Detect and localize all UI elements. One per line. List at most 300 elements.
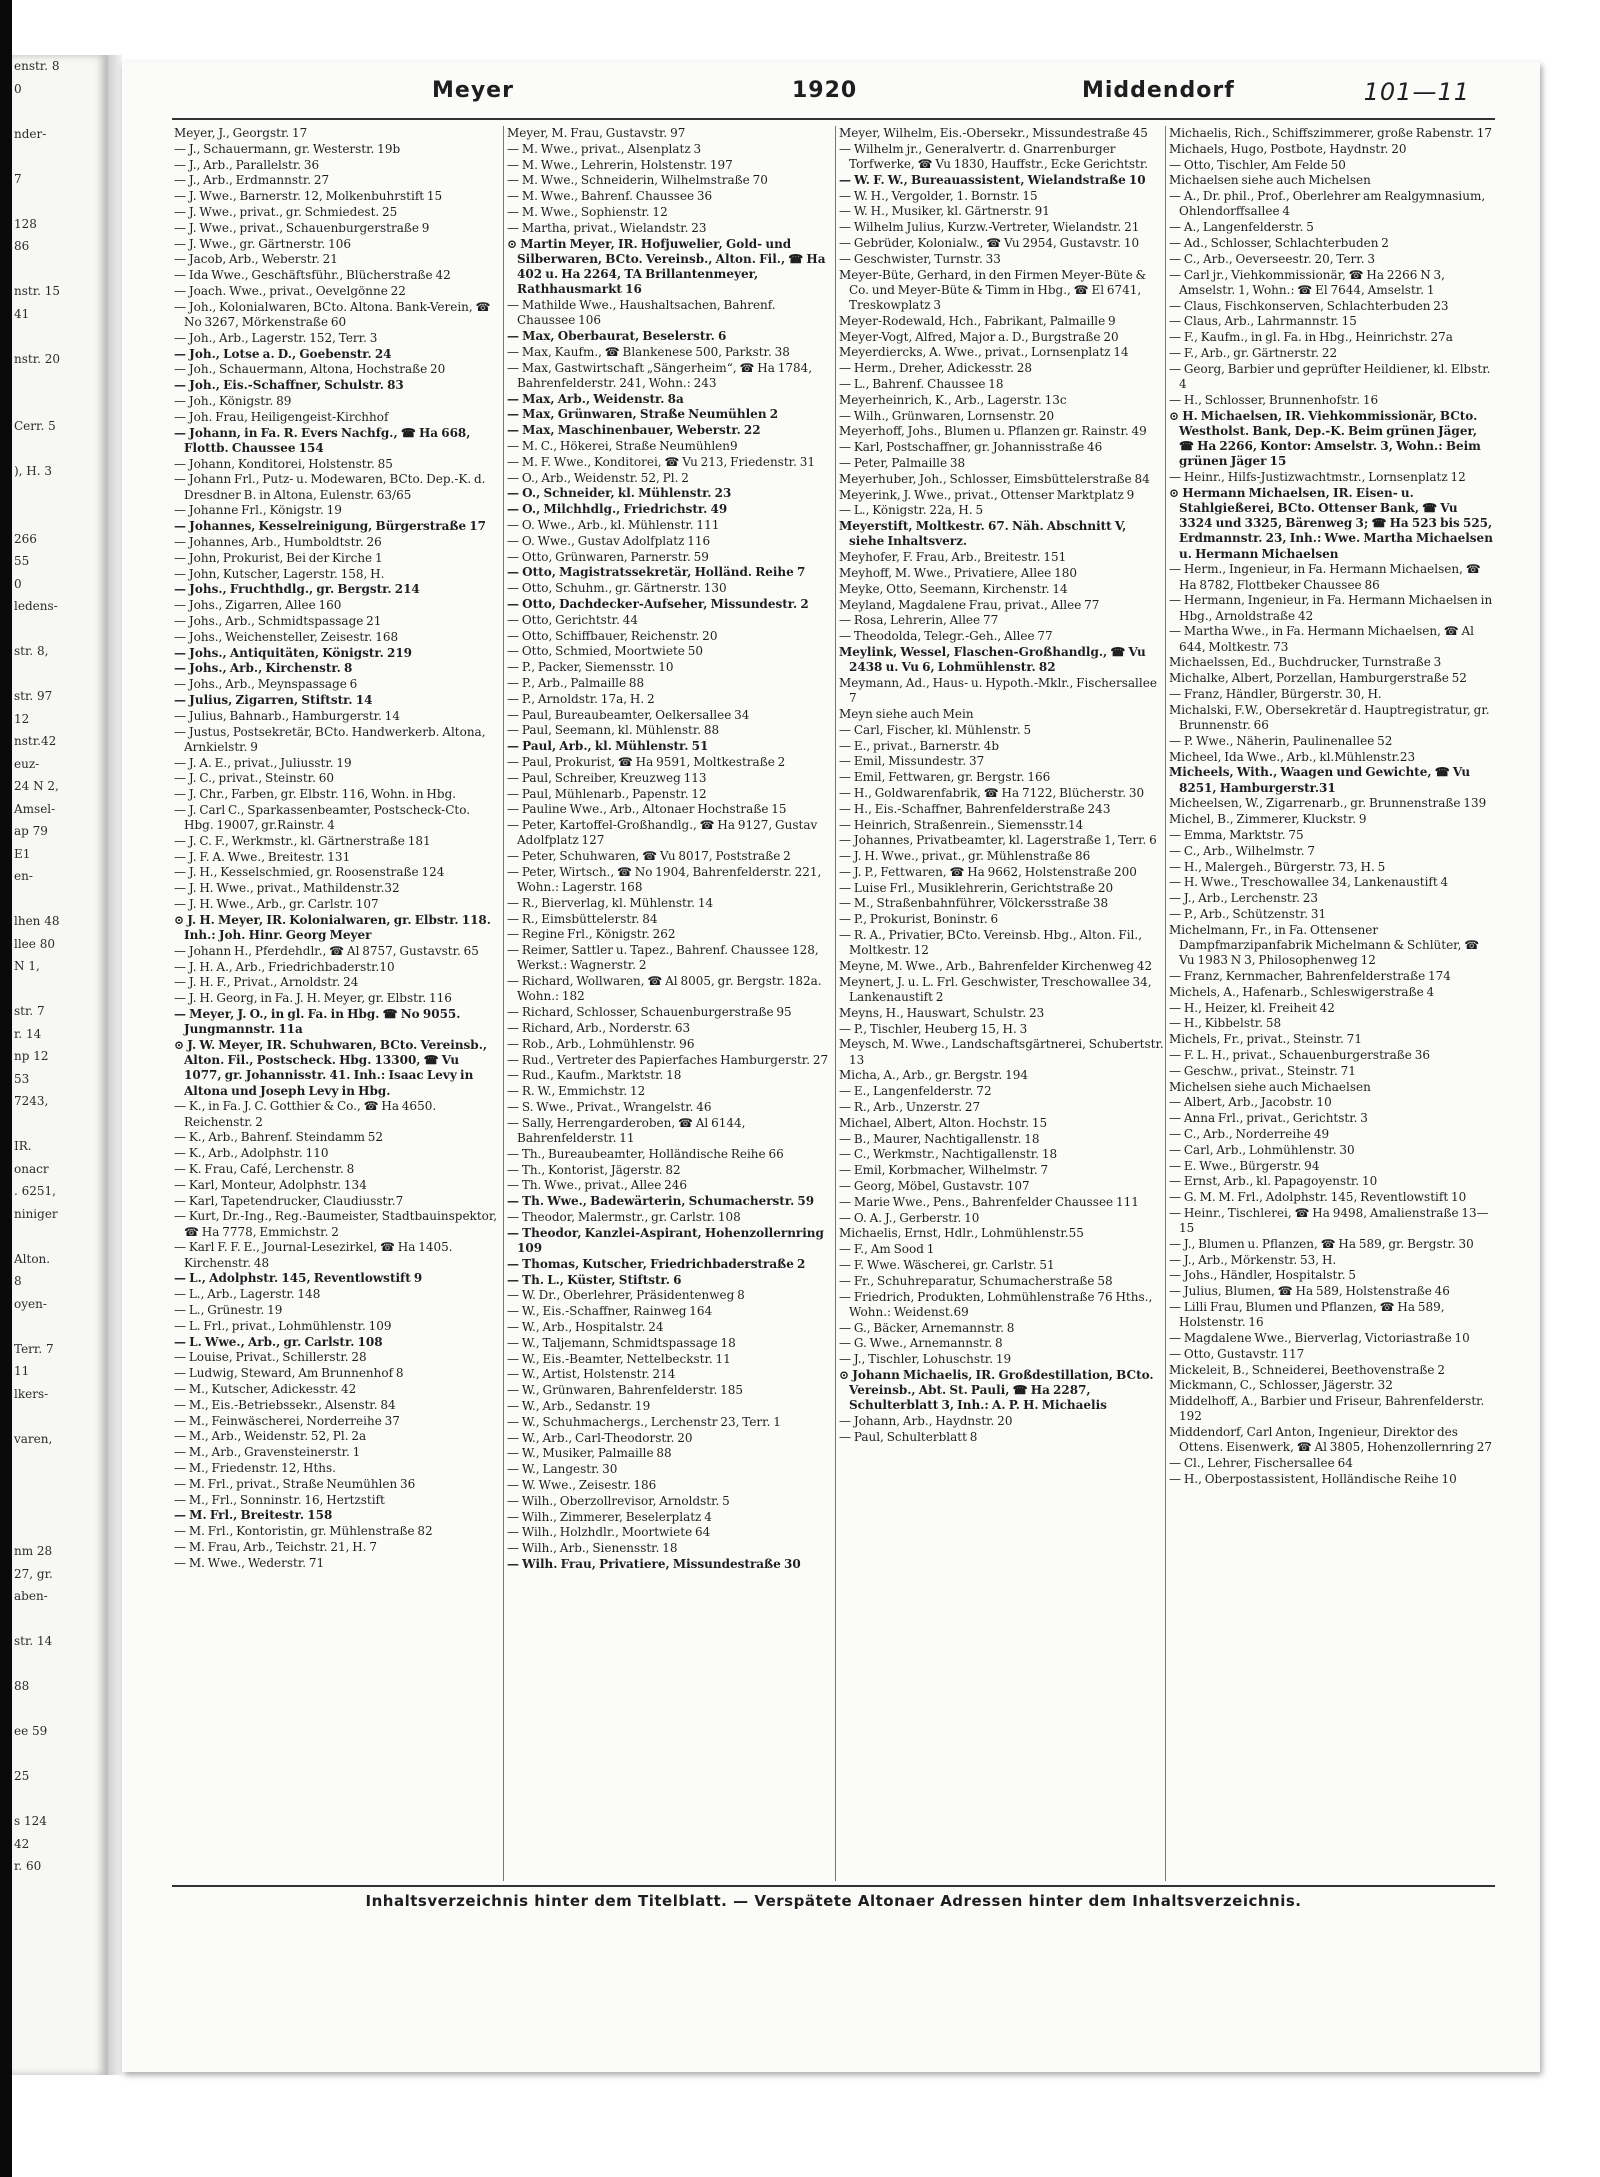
directory-entry: — Rud., Vertreter des Papierfaches Hamburgerstr. 27 <box>507 1052 829 1067</box>
directory-entry: — C., Arb., Wilhelmstr. 7 <box>1169 843 1316 858</box>
previous-page-fragment <box>12 1608 108 1631</box>
directory-entry: — M., Straßenbahnführer, Völckersstraße 38 <box>839 896 1109 911</box>
directory-entry: — Mathilde Wwe., Haushaltsachen, Bahrenf. Chaussee 106 <box>507 297 776 328</box>
footer-rule <box>172 1885 1495 1887</box>
directory-entry: — G. M. M. Frl., Adolphstr. 145, Reventlowstift 10 <box>1169 1190 1467 1205</box>
directory-entry: — Max, Oberbaurat, Beselerstr. 6 <box>507 328 727 343</box>
directory-entry: — J. A. E., privat., Juliusstr. 19 <box>174 755 352 770</box>
directory-entry: — Theodolda, Telegr.-Geh., Allee 77 <box>839 629 1053 644</box>
previous-page-fragment <box>12 1518 108 1541</box>
directory-entry: Michaelis, Ernst, Hdlr., Lohmühlenstr.55 <box>839 1226 1084 1241</box>
directory-entry: — M., Kutscher, Adickesstr. 42 <box>174 1382 357 1397</box>
directory-entry: — W. H., Musiker, kl. Gärtnerstr. 91 <box>839 204 1050 219</box>
column-4 <box>1169 126 1494 1881</box>
directory-entry: — Heinr., Hilfs-Justizwachtmstr., Lornsenplatz 12 <box>1169 469 1466 484</box>
previous-page-fragment: 12 <box>14 711 30 726</box>
directory-entry: — Albert, Arb., Jacobstr. 10 <box>1169 1095 1332 1110</box>
directory-entry: Meymann, Ad., Haus- u. Hypoth.-Mklr., Fischersallee 7 <box>839 675 1157 706</box>
directory-entry: — Cl., Lehrer, Fischersallee 64 <box>1169 1456 1353 1471</box>
running-header <box>122 78 1540 118</box>
directory-entry: — W., Langestr. 30 <box>507 1462 618 1477</box>
previous-page-fragment <box>12 1743 108 1766</box>
directory-entry: — O., Arb., Weidenstr. 52, Pl. 2 <box>507 470 689 485</box>
previous-page-fragment: str. 14 <box>14 1634 53 1648</box>
directory-entry: — Thomas, Kutscher, Friedrichbaderstraße 2 <box>507 1256 806 1271</box>
directory-entry: — Richard, Wollwaren, ☎ Al 8005, gr. Bergstr. 182a. Wohn.: 182 <box>507 974 822 1004</box>
previous-page-fragment: 24 N 2, <box>14 779 59 793</box>
directory-entry: — Peter, Kartoffel-Großhandlg., ☎ Ha 9127, Gustav Adolfplatz 127 <box>507 818 818 848</box>
previous-page-fragment <box>12 325 108 348</box>
directory-entry: — P., Arnoldstr. 17a, H. 2 <box>507 691 655 706</box>
directory-entry: — Karl, Tapetendrucker, Claudiusstr.7 <box>174 1193 404 1208</box>
directory-entry: — H., Schlosser, Brunnenhofstr. 16 <box>1169 392 1379 407</box>
directory-entry: Meyer-Büte, Gerhard, in den Firmen Meyer-Büte & Co. und Meyer-Büte & Timm in Hbg., ☎ El 6741, Treskowplatz 3 <box>839 267 1147 312</box>
directory-entry: — Julius, Bahnarb., Hamburgerstr. 14 <box>174 708 400 723</box>
directory-entry: — R., Eimsbüttelerstr. 84 <box>507 911 658 926</box>
directory-entry: Micheel, Ida Wwe., Arb., kl.Mühlenstr.23 <box>1169 749 1416 764</box>
directory-entry: Michels, Fr., privat., Steinstr. 71 <box>1169 1032 1362 1047</box>
page-content <box>122 0 1540 2177</box>
directory-entry: — M., Feinwäscherei, Norderreihe 37 <box>174 1413 400 1428</box>
previous-page-fragment: Alton. <box>14 1251 51 1266</box>
directory-entry: ⊙ J. W. Meyer, IR. Schuhwaren, BCto. Vereinsb., Alton. Fil., Postscheck. Hbg. 13300, ☎ Vu 1077, gr. Johannisstr. 41. Inh.: Isaac Levy in Altona und Joseph Levy in Hbg. <box>174 1038 488 1098</box>
directory-entry: — J., Schauermann, gr. Westerstr. 19b <box>174 141 401 156</box>
directory-entry: — Hermann, Ingenieur, in Fa. Hermann Michaelsen in Hbg., Arnoldstraße 42 <box>1169 593 1493 623</box>
directory-entry: — Carl, Arb., Lohmühlenstr. 30 <box>1169 1142 1355 1157</box>
previous-page-fragment <box>12 618 108 641</box>
header-year: 1920 <box>792 78 858 103</box>
directory-entry: — E., Langenfelderstr. 72 <box>839 1084 992 1099</box>
previous-page-fragment <box>12 663 108 686</box>
directory-entry: — J. Carl C., Sparkassenbeamter, Postscheck-Cto. Hbg. 19007, gr.Rainstr. 4 <box>174 802 471 833</box>
directory-entry: — Otto, Gustavstr. 117 <box>1169 1346 1305 1361</box>
directory-entry: — Joach. Wwe., privat., Oevelgönne 22 <box>174 283 406 298</box>
directory-entry: — J., Arb., Erdmannstr. 27 <box>174 173 330 188</box>
directory-entry: — W., Arb., Carl-Theodorstr. 20 <box>507 1430 693 1445</box>
previous-page-fragment: nstr. 20 <box>14 351 61 366</box>
directory-entry: — H., Heizer, kl. Freiheit 42 <box>1169 1000 1335 1015</box>
directory-entry: — Magdalene Wwe., Bierverlag, Victoriastraße 10 <box>1169 1331 1470 1346</box>
previous-page-fragment: str. 97 <box>14 689 53 703</box>
directory-entry: Michaels, Hugo, Postbote, Haydnstr. 20 <box>1169 141 1407 156</box>
directory-entry: — J. Wwe., gr. Gärtnerstr. 106 <box>174 236 351 251</box>
directory-entry: — Joh. Frau, Heiligengeist-Kirchhof <box>174 409 389 424</box>
directory-entry: — C., Werkmstr., Nachtigallenstr. 18 <box>839 1147 1058 1162</box>
directory-entry: — J., Tischler, Lohuschstr. 19 <box>839 1352 1012 1367</box>
directory-entry: — L., Adolphstr. 145, Reventlowstift 9 <box>174 1271 423 1286</box>
directory-entry: — Reimer, Sattler u. Tapez., Bahrenf. Chaussee 128, Werkst.: Wagnerstr. 2 <box>507 943 819 973</box>
directory-entry: — W. Dr., Oberlehrer, Präsidentenweg 8 <box>507 1288 745 1303</box>
directory-entry: — M., Friedenstr. 12, Hths. <box>174 1461 336 1476</box>
previous-page-fragment: 11 <box>14 1364 30 1378</box>
directory-entry: — Joh., Arb., Lagerstr. 152, Terr. 3 <box>174 330 378 345</box>
previous-page-fragment: IR. <box>14 1139 32 1153</box>
previous-page-fragment <box>12 978 108 1001</box>
directory-entry: Meysch, M. Wwe., Landschaftsgärtnerei, Schubertstr. 13 <box>839 1037 1164 1067</box>
directory-entry: — Ida Wwe., Geschäftsführ., Blücherstraße 42 <box>174 268 451 283</box>
directory-entry: — Carl, Fischer, kl. Mühlenstr. 5 <box>839 722 1032 737</box>
directory-entry: Mickmann, C., Schlosser, Jägerstr. 32 <box>1169 1378 1393 1393</box>
directory-entry: Micheelsen, W., Zigarrenarb., gr. Brunnenstraße 139 <box>1169 796 1487 811</box>
directory-entry: — Johs., Arb., Schmidtspassage 21 <box>174 613 382 628</box>
directory-columns <box>174 126 1494 1881</box>
previous-page-fragment: llee 80 <box>14 936 55 951</box>
directory-entry: Michaelis, Rich., Schiffszimmerer, große Rabenstr. 17 <box>1169 126 1493 140</box>
directory-entry: — M. Frl., privat., Straße Neumühlen 36 <box>174 1476 416 1491</box>
directory-entry: Meyer, J., Georgstr. 17 <box>174 126 308 140</box>
directory-entry: — Paul, Schulterblatt 8 <box>839 1430 978 1445</box>
directory-entry: ⊙ Martin Meyer, IR. Hofjuwelier, Gold- und Silberwaren, BCto. Vereinsb., Alton. Fil., ☎ Ha 402 u. Ha 2264, TA Brillantenmeyer, Rathhausmarkt 16 <box>507 236 826 297</box>
previous-page-fragment <box>12 393 108 416</box>
directory-entry: — Rob., Arb., Lohmühlenstr. 96 <box>507 1036 695 1051</box>
directory-entry: — Otto, Tischler, Am Felde 50 <box>1169 157 1346 172</box>
previous-page-fragment: 266 <box>14 531 37 546</box>
directory-entry: — P., Prokurist, Boninstr. 6 <box>839 912 999 927</box>
directory-entry: — L., Grünestr. 19 <box>174 1303 283 1318</box>
directory-entry: — Johs., Arb., Kirchenstr. 8 <box>174 661 353 676</box>
previous-page-fragment <box>12 100 108 123</box>
directory-entry: — J. H. Wwe., privat., Mathildenstr.32 <box>174 881 400 896</box>
previous-page-fragment <box>12 1653 108 1676</box>
directory-entry: — F. Wwe. Wäscherei, gr. Carlstr. 51 <box>839 1258 1055 1273</box>
directory-entry: — J. H. A., Arb., Friedrichbaderstr.10 <box>174 959 395 974</box>
directory-entry: Meyhofer, F. Frau, Arb., Breitestr. 151 <box>839 550 1067 565</box>
directory-entry: Middendorf, Carl Anton, Ingenieur, Direktor des Ottens. Eisenwerk, ☎ Al 3805, Hohenzollernring 27 <box>1169 1425 1493 1455</box>
previous-page-fragment: nm 28 <box>14 1544 53 1558</box>
directory-entry: — Joh., Lotse a. D., Goebenstr. 24 <box>174 346 392 361</box>
directory-entry: — Theodor, Malermstr., gr. Carlstr. 108 <box>507 1210 741 1225</box>
previous-page-fragment: onacr <box>14 1161 49 1176</box>
directory-entry: — Th. Wwe., privat., Allee 246 <box>507 1178 688 1193</box>
directory-entry: Meyerhoff, Johs., Blumen u. Pflanzen gr. Rainstr. 49 <box>839 424 1147 439</box>
directory-entry: — Georg, Barbier und geprüfter Heildiener, kl. Elbstr. 4 <box>1169 361 1491 391</box>
previous-page-fragment <box>12 1405 108 1428</box>
directory-entry: — Otto, Schiffbauer, Reichenstr. 20 <box>507 628 718 643</box>
directory-entry: — R., Arb., Unzerstr. 27 <box>839 1100 981 1115</box>
directory-entry: — H., Kibbelstr. 58 <box>1169 1016 1282 1031</box>
previous-page-fragment: 0 <box>14 81 22 96</box>
directory-entry: — W. H., Vergolder, 1. Bornstr. 15 <box>839 188 1038 203</box>
directory-entry: — M., Arb., Gravensteinerstr. 1 <box>174 1445 361 1460</box>
directory-entry: — Justus, Postsekretär, BCto. Handwerkerb. Altona, Arnkielstr. 9 <box>174 724 486 754</box>
directory-entry: ⊙ J. H. Meyer, IR. Kolonialwaren, gr. Elbstr. 118. Inh.: Joh. Hinr. Georg Meyer <box>174 912 491 943</box>
directory-entry: — P., Arb., Schützenstr. 31 <box>1169 906 1327 921</box>
previous-page-fragment: 25 <box>14 1769 30 1783</box>
directory-entry: — Max, Gastwirtschaft „Sängerheim“, ☎ Ha 1784, Bahrenfelderstr. 241, Wohn.: 243 <box>507 360 813 390</box>
directory-entry: — J. Chr., Farben, gr. Elbstr. 116, Wohn. in Hbg. <box>174 787 457 802</box>
directory-entry: — H., Goldwarenfabrik, ☎ Ha 7122, Blücherstr. 30 <box>839 785 1145 800</box>
directory-entry: Meyer-Rodewald, Hch., Fabrikant, Palmaille 9 <box>839 313 1116 328</box>
directory-entry: — Johann, in Fa. R. Evers Nachfg., ☎ Ha 668, Flottb. Chaussee 154 <box>174 425 471 455</box>
previous-page-fragment: 0 <box>14 576 22 591</box>
previous-page-fragment: 88 <box>14 1679 30 1693</box>
directory-entry: — Ernst, Arb., kl. Papagoyenstr. 10 <box>1169 1174 1378 1189</box>
previous-page-fragment: en- <box>14 869 33 883</box>
book-binding-shadow <box>0 0 12 2177</box>
directory-entry: — Geschwister, Turnstr. 33 <box>839 251 1001 266</box>
directory-entry: — Wilh., Holzhdlr., Moortwiete 64 <box>507 1525 711 1540</box>
directory-entry: Michel, B., Zimmerer, Kluckstr. 9 <box>1169 812 1367 827</box>
directory-entry: — Otto, Schmied, Moortwiete 50 <box>507 644 703 659</box>
directory-entry: — Marie Wwe., Pens., Bahrenfelder Chaussee 111 <box>839 1194 1139 1209</box>
directory-entry: — H. Wwe., Treschowallee 34, Lankenaustift 4 <box>1169 875 1449 890</box>
directory-entry: — Martha, privat., Wielandstr. 23 <box>507 220 707 235</box>
previous-page-fragment: ), H. 3 <box>14 464 53 478</box>
directory-entry: — Jacob, Arb., Weberstr. 21 <box>174 252 338 267</box>
directory-entry: — Johs., Antiquitäten, Königstr. 219 <box>174 645 413 660</box>
directory-entry: ⊙ H. Michaelsen, IR. Viehkommissionär, BCto. Westholst. Bank, Dep.-K. Beim grünen Jäger, ☎ Ha 2266, Kontor: Amselstr. 3, Wohn.: Beim grünen Jäger 15 <box>1169 408 1481 469</box>
directory-entry: — Meyer, J. O., in gl. Fa. in Hbg. ☎ No 9055. Jungmannstr. 11a <box>174 1007 461 1037</box>
directory-entry: — O., Milchhdlg., Friedrichstr. 49 <box>507 502 728 517</box>
directory-entry: — W., Artist, Holstenstr. 214 <box>507 1367 676 1382</box>
directory-entry: — Johs., Arb., Meynspassage 6 <box>174 677 358 692</box>
directory-entry: — M. C., Hökerei, Straße Neumühlen9 <box>507 438 738 453</box>
directory-entry: — Johs., Fruchthdlg., gr. Bergstr. 214 <box>174 582 420 597</box>
directory-entry: — Heinrich, Straßenrein., Siemensstr.14 <box>839 817 1084 832</box>
directory-entry: — O., Schneider, kl. Mühlenstr. 23 <box>507 486 732 501</box>
previous-page-fragment <box>12 888 108 911</box>
directory-entry: — C., Arb., Oeverseestr. 20, Terr. 3 <box>1169 251 1375 266</box>
directory-entry: — Paul, Bureaubeamter, Oelkersallee 34 <box>507 707 750 722</box>
directory-entry: — Wilh., Zimmerer, Beselerplatz 4 <box>507 1509 712 1524</box>
footer-note: Inhaltsverzeichnis hinter dem Titelblatt. — Verspätete Altonaer Adressen hinter dem Inhaltsverzeichnis. <box>365 1892 1302 1910</box>
directory-entry: — Regine Frl., Königstr. 262 <box>507 927 676 942</box>
previous-page-fragment <box>12 370 108 393</box>
previous-page-fragment: 8 <box>14 1274 22 1288</box>
page-gutter <box>108 55 122 2075</box>
directory-entry: — Peter, Wirtsch., ☎ No 1904, Bahrenfelderstr. 221, Wohn.: Lagerstr. 168 <box>507 864 822 895</box>
directory-entry: — P. Wwe., Näherin, Paulinenallee 52 <box>1169 733 1393 748</box>
directory-entry: — Theodor, Kanzlei-Aspirant, Hohenzollernring 109 <box>507 1225 824 1256</box>
directory-entry: — Max, Kaufm., ☎ Blankenese 500, Parkstr. 38 <box>507 344 790 359</box>
directory-entry: — Emil, Missundestr. 37 <box>839 754 985 769</box>
directory-entry: Michelmann, Fr., in Fa. Ottensener Dampfmarzipanfabrik Michelmann & Schlüter, ☎ Vu 1983 N 3, Philosophenweg 12 <box>1169 922 1480 968</box>
directory-entry: Meyer, M. Frau, Gustavstr. 97 <box>507 126 686 140</box>
directory-entry: — A., Langenfelderstr. 5 <box>1169 220 1314 235</box>
directory-entry: — Wilhelm Julius, Kurzw.-Vertreter, Wielandstr. 21 <box>839 220 1140 235</box>
previous-page-fragment: r. 14 <box>14 1026 42 1041</box>
directory-entry: — J., Arb., Lerchenstr. 23 <box>1169 891 1319 906</box>
directory-entry: — M., Arb., Weidenstr. 52, Pl. 2a <box>174 1429 367 1444</box>
directory-entry: — Johanne Frl., Königstr. 19 <box>174 503 342 518</box>
previous-page-fragment <box>12 1495 108 1518</box>
directory-entry: — Pauline Wwe., Arb., Altonaer Hochstraße 15 <box>507 802 787 817</box>
previous-page-fragment: 7243, <box>14 1094 49 1108</box>
directory-entry: — Max, Grünwaren, Straße Neumühlen 2 <box>507 407 779 422</box>
directory-entry: — J. C., privat., Steinstr. 60 <box>174 771 334 786</box>
previous-page-fragment: Terr. 7 <box>14 1341 54 1356</box>
directory-entry: — K. Frau, Café, Lerchenstr. 8 <box>174 1162 355 1177</box>
directory-entry: — F., Am Sood 1 <box>839 1242 935 1257</box>
previous-page-fragment <box>12 145 108 168</box>
directory-entry: — Johannes, Arb., Humboldtstr. 26 <box>174 534 382 549</box>
directory-entry: — F., Arb., gr. Gärtnerstr. 22 <box>1169 345 1338 360</box>
directory-entry: — J. P., Fettwaren, ☎ Ha 9662, Holstenstraße 200 <box>839 864 1137 879</box>
directory-entry: — Louise, Privat., Schillerstr. 28 <box>174 1350 367 1365</box>
directory-entry: Meyerink, J. Wwe., privat., Ottenser Marktplatz 9 <box>839 487 1135 502</box>
directory-entry: — Otto, Gerichtstr. 44 <box>507 612 638 627</box>
directory-entry: — Karl F. F. E., Journal-Lesezirkel, ☎ Ha 1405. Kirchenstr. 48 <box>174 1240 453 1270</box>
directory-entry: — Karl, Postschaffner, gr. Johannisstraße 46 <box>839 440 1103 455</box>
directory-entry: — Peter, Palmaille 38 <box>839 455 966 470</box>
directory-entry: Meyke, Otto, Seemann, Kirchenstr. 14 <box>839 581 1068 596</box>
directory-entry: — Otto, Grünwaren, Parnerstr. 59 <box>507 549 709 564</box>
directory-entry: — M. F. Wwe., Konditorei, ☎ Vu 213, Friedenstr. 31 <box>507 454 815 469</box>
directory-entry: — G., Bäcker, Arnemannstr. 8 <box>839 1320 1015 1335</box>
directory-entry: Meynert, J. u. L. Frl. Geschwister, Treschowallee 34, Lankenaustift 2 <box>839 974 1152 1005</box>
directory-entry: Meyerdiercks, A. Wwe., privat., Lornsenplatz 14 <box>839 345 1129 360</box>
directory-entry: — J. Wwe., Barnerstr. 12, Molkenbuhrstift 15 <box>174 189 443 204</box>
previous-page-fragment: str. 8, <box>14 644 49 658</box>
previous-page-fragment: aben- <box>14 1589 48 1603</box>
directory-entry: — Lilli Frau, Blumen und Pflanzen, ☎ Ha 589, Holstenstr. 16 <box>1169 1300 1445 1330</box>
directory-entry: — Heinr., Tischlerei, ☎ Ha 9498, Amalienstraße 13—15 <box>1169 1205 1489 1236</box>
directory-entry: Michaelssen, Ed., Buchdrucker, Turnstraße 3 <box>1169 655 1442 670</box>
directory-entry: — L. Wwe., Arb., gr. Carlstr. 108 <box>174 1334 383 1349</box>
directory-entry: — W., Taljemann, Schmidtspassage 18 <box>507 1335 736 1350</box>
directory-entry: Meyne, M. Wwe., Arb., Bahrenfelder Kirchenweg 42 <box>839 959 1153 974</box>
directory-entry: — Joh., Kolonialwaren, BCto. Altona. Bank-Verein, ☎ No 3267, Mörkenstraße 60 <box>174 299 491 329</box>
directory-entry: — Emil, Korbmacher, Wilhelmstr. 7 <box>839 1163 1049 1178</box>
directory-entry: — G. Wwe., Arnemannstr. 8 <box>839 1336 1003 1351</box>
directory-entry: — Martha Wwe., in Fa. Hermann Michaelsen, ☎ Al 644, Moltkestr. 73 <box>1169 624 1474 654</box>
directory-entry: — R., Bierverlag, kl. Mühlenstr. 14 <box>507 895 714 910</box>
directory-entry: — Richard, Arb., Norderstr. 63 <box>507 1021 691 1036</box>
directory-entry: — E. Wwe., Bürgerstr. 94 <box>1169 1158 1320 1173</box>
directory-entry: — R. W., Emmichstr. 12 <box>507 1084 646 1099</box>
directory-entry: — Johs., Zigarren, Allee 160 <box>174 598 342 613</box>
directory-entry: — O. A. J., Gerberstr. 10 <box>839 1210 980 1225</box>
previous-page-fragment: N 1, <box>14 959 40 973</box>
directory-entry: — K., Arb., Adolphstr. 110 <box>174 1146 329 1161</box>
column-1 <box>174 126 499 1881</box>
directory-entry: Meyerstift, Moltkestr. 67. Näh. Abschnitt V, siehe Inhaltsverz. <box>839 519 1127 549</box>
previous-page-fragment: 27, gr. <box>14 1566 53 1581</box>
directory-entry: Michael, Albert, Alton. Hochstr. 15 <box>839 1115 1048 1130</box>
previous-page-fragment: lkers- <box>14 1386 49 1401</box>
directory-entry: — J. F. A. Wwe., Breitestr. 131 <box>174 849 351 864</box>
previous-page-fragment: Amsel- <box>14 801 56 816</box>
directory-entry: Mickeleit, B., Schneiderei, Beethovenstraße 2 <box>1169 1362 1445 1377</box>
previous-page-fragment <box>12 1788 108 1811</box>
directory-entry: — J., Blumen u. Pflanzen, ☎ Ha 589, gr. Bergstr. 30 <box>1169 1236 1474 1251</box>
previous-page-fragment: niniger <box>14 1206 58 1221</box>
directory-entry: — S. Wwe., Privat., Wrangelstr. 46 <box>507 1100 712 1115</box>
directory-entry: — Franz, Händler, Bürgerstr. 30, H. <box>1169 686 1382 701</box>
directory-entry: — Paul, Mühlenarb., Papenstr. 12 <box>507 786 707 801</box>
directory-entry: Michalski, F.W., Obersekretär d. Hauptregistratur, gr. Brunnenstr. 66 <box>1169 702 1490 732</box>
directory-entry: — P., Tischler, Heuberg 15, H. 3 <box>839 1021 1028 1036</box>
directory-entry: Meyns, H., Hauswart, Schulstr. 23 <box>839 1005 1045 1020</box>
directory-entry: Meyhoff, M. Wwe., Privatiere, Allee 180 <box>839 565 1077 580</box>
directory-entry: — Luise Frl., Musiklehrerin, Gerichtstraße 20 <box>839 880 1114 895</box>
directory-entry: — M. Frau, Arb., Teichstr. 21, H. 7 <box>174 1540 377 1554</box>
directory-entry: — H., Oberpostassistent, Holländische Reihe 10 <box>1169 1472 1457 1487</box>
directory-entry: — Max, Maschinenbauer, Weberstr. 22 <box>507 423 761 438</box>
column-divider <box>1165 126 1166 1881</box>
directory-entry: — Peter, Schuhwaren, ☎ Vu 8017, Poststraße 2 <box>507 849 791 864</box>
directory-entry: — L., Arb., Lagerstr. 148 <box>174 1287 321 1302</box>
previous-page-fragment: 128 <box>14 216 37 231</box>
previous-page-fragment: oyen- <box>14 1296 47 1311</box>
previous-page-fragment: np 12 <box>14 1049 49 1063</box>
directory-entry: — J. Wwe., privat., gr. Schmiedest. 25 <box>174 204 398 219</box>
directory-entry: — Paul, Seemann, kl. Mühlenstr. 88 <box>507 723 720 738</box>
previous-page-fragment <box>12 190 108 213</box>
previous-page-fragment: s 124 <box>14 1814 47 1828</box>
previous-page-fragment <box>12 438 108 461</box>
directory-entry: — O. Wwe., Gustav Adolfplatz 116 <box>507 533 711 548</box>
previous-page-fragment: nder- <box>14 126 47 141</box>
directory-entry: — P., Arb., Palmaille 88 <box>507 675 645 690</box>
previous-page-fragment <box>12 1473 108 1496</box>
directory-entry: — M. Wwe., Wederstr. 71 <box>174 1555 325 1570</box>
column-2 <box>507 126 832 1881</box>
directory-entry: — M. Wwe., Lehrerin, Holstenstr. 197 <box>507 157 733 172</box>
directory-entry: — W., Schuhmachergs., Lerchenstr 23, Terr. 1 <box>507 1414 781 1429</box>
directory-entry: — Joh., Schauermann, Altona, Hochstraße 20 <box>174 362 446 377</box>
directory-entry: Michalke, Albert, Porzellan, Hamburgerstraße 52 <box>1169 671 1467 686</box>
previous-page-fragment <box>12 258 108 281</box>
directory-entry: — Friedrich, Produkten, Lohmühlenstraße 76 Hths., Wohn.: Weidenst.69 <box>839 1289 1153 1319</box>
directory-entry: — Georg, Möbel, Gustavstr. 107 <box>839 1179 1030 1194</box>
directory-entry: — J. H., Kesselschmied, gr. Roosenstraße 124 <box>174 865 445 880</box>
directory-entry: — W., Eis.-Schaffner, Rainweg 164 <box>507 1304 713 1319</box>
directory-entry: — M., Frl., Sonninstr. 16, Hertzstift <box>174 1492 385 1507</box>
directory-entry: — M. Frl., Kontoristin, gr. Mühlenstraße 82 <box>174 1524 433 1539</box>
directory-entry: Meyland, Magdalene Frau, privat., Allee 77 <box>839 597 1100 612</box>
directory-entry: — W., Arb., Sedanstr. 19 <box>507 1399 651 1414</box>
directory-entry: — L., Königstr. 22a, H. 5 <box>839 503 984 518</box>
directory-entry: — Johann, Arb., Haydnstr. 20 <box>839 1414 1013 1429</box>
directory-entry: Middelhoff, A., Barbier und Friseur, Bahrenfelderstr. 192 <box>1169 1394 1485 1424</box>
directory-entry: — J. H. Wwe., privat., gr. Mühlenstraße 86 <box>839 849 1091 864</box>
previous-page-fragment <box>12 1225 108 1248</box>
directory-entry: — H., Eis.-Schaffner, Bahrenfelderstraße 243 <box>839 801 1111 816</box>
directory-entry: — Geschw., privat., Steinstr. 71 <box>1169 1063 1356 1078</box>
directory-entry: — Emil, Fettwaren, gr. Bergstr. 166 <box>839 770 1051 785</box>
previous-page-fragment <box>12 1315 108 1338</box>
directory-entry: — Johannes, Privatbeamter, kl. Lagerstraße 1, Terr. 6 <box>839 833 1157 848</box>
page-number: 101—11 <box>1363 78 1470 106</box>
directory-entry: — M. Frl., Breitestr. 158 <box>174 1508 333 1523</box>
directory-entry: — Claus, Arb., Lahrmannstr. 15 <box>1169 314 1357 329</box>
previous-page-fragment: varen, <box>14 1431 53 1446</box>
previous-page-fragment: nstr.42 <box>14 734 57 748</box>
directory-entry: — Johann Frl., Putz- u. Modewaren, BCto. Dep.-K. d. Dresdner B. in Altona, Eulenstr. 63/65 <box>174 472 486 502</box>
directory-entry: — Otto, Dachdecker-Aufseher, Missundestr. 2 <box>507 596 809 611</box>
directory-entry: — M. Wwe., Sophienstr. 12 <box>507 204 668 219</box>
previous-page-fragment: 53 <box>14 1071 30 1086</box>
directory-entry: — W., Eis.-Beamter, Nettelbeckstr. 11 <box>507 1351 731 1366</box>
directory-entry: — Johann, Konditorei, Holstenstr. 85 <box>174 456 393 471</box>
directory-entry: — W. Wwe., Zeisestr. 186 <box>507 1478 657 1492</box>
directory-entry: Meyn siehe auch Mein <box>839 706 974 721</box>
column-3 <box>839 126 1164 1881</box>
directory-entry: — Joh., Königstr. 89 <box>174 393 292 408</box>
directory-entry: — Ad., Schlosser, Schlachterbuden 2 <box>1169 235 1389 250</box>
directory-entry: — M. Wwe., privat., Alsenplatz 3 <box>507 141 702 156</box>
directory-entry: — Ludwig, Steward, Am Brunnenhof 8 <box>174 1366 404 1381</box>
directory-entry: — Wilh. Frau, Privatiere, Missundestraße 30 <box>507 1556 801 1571</box>
directory-entry: — Franz, Kernmacher, Bahrenfelderstraße 174 <box>1169 968 1451 983</box>
directory-entry: — F., Kaufm., in gl. Fa. in Hbg., Heinrichstr. 27a <box>1169 330 1453 345</box>
previous-page-fragment <box>12 505 108 528</box>
directory-entry: — Th. Wwe., Badewärterin, Schumacherstr. 59 <box>507 1194 815 1209</box>
directory-entry: — P., Packer, Siemensstr. 10 <box>507 660 674 675</box>
directory-entry: — Karl, Monteur, Adolphstr. 134 <box>174 1177 367 1192</box>
previous-page-fragment <box>12 1698 108 1721</box>
